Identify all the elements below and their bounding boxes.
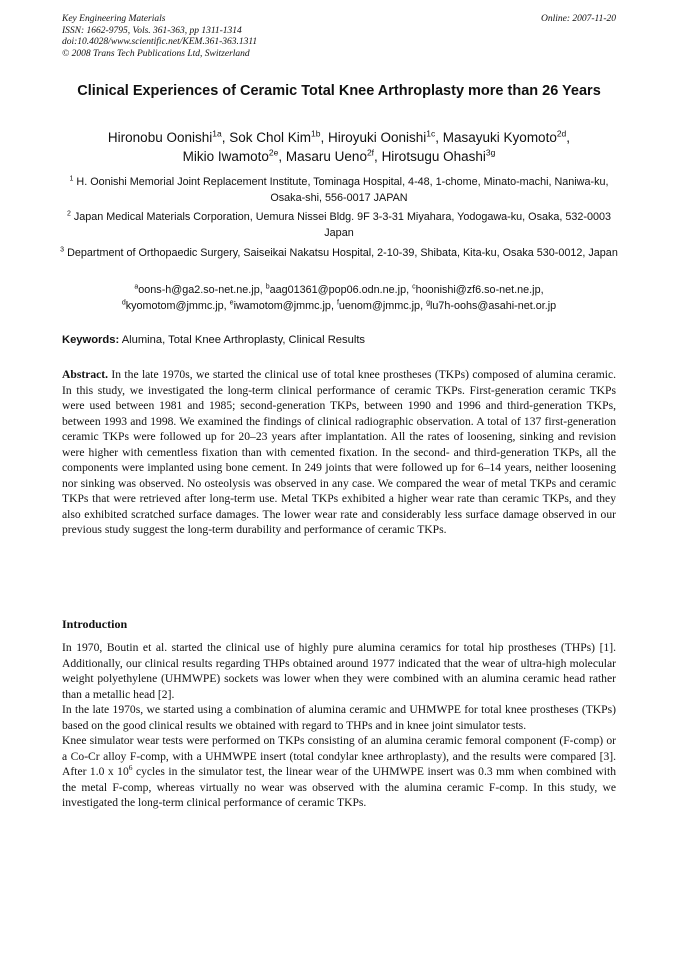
paragraph — [62, 733, 616, 811]
email-mark: f — [336, 298, 339, 306]
author-affil-mark: 1a — [212, 128, 222, 139]
author-affil-mark: 3g — [485, 147, 496, 158]
author-name: Mikio Iwamoto — [182, 149, 269, 164]
author — [328, 130, 443, 145]
issn-line: ISSN: 1662-9795, Vols. 361-363, pp 1311-1314 — [62, 25, 242, 36]
email-separator: , — [420, 299, 427, 312]
email-address[interactable]: lu7h-oohs@asahi-net.or.jp — [429, 299, 557, 312]
affiliation-text: Japan Medical Materials Corporation, Uemura Nissei Bldg. 9F 3-3-31 Miyahara, Yodogawa-ku, Osaka, 532-0003 Japan — [73, 211, 612, 239]
author — [108, 130, 229, 145]
author-name: Hirotsugu Ohashi — [381, 149, 486, 164]
email-item — [266, 284, 412, 296]
section-heading-introduction: Introduction — [62, 617, 128, 631]
email-list — [58, 283, 620, 314]
author-separator: , — [435, 130, 443, 145]
author — [183, 149, 286, 164]
affiliation-text: Department of Orthopaedic Surgery, Saiseikai Nakatsu Hospital, 2-10-39, Shibata, Kita-ku, Osaka 530-0012, Japan — [67, 247, 618, 259]
author-separator: , — [374, 149, 382, 164]
author-name: Hironobu Oonishi — [107, 130, 213, 145]
email-separator: , — [259, 284, 266, 296]
affiliation-text: H. Oonishi Memorial Joint Replacement Institute, Tominaga Hospital, 4-48, 1-chome, Minato-machi, Naniwa-ku, Osaka-shi, 556-0017 JAPAN — [76, 176, 609, 204]
author-affil-mark: 2f — [366, 147, 375, 158]
affiliation — [58, 175, 620, 206]
paper-title: Clinical Experiences of Ceramic Total Knee Arthroplasty more than 26 Years — [77, 83, 601, 99]
paragraph: In 1970, Boutin et al. started the clinical use of highly pure alumina ceramics for total hip prostheses (THPs) [1]. Additionally, our clinical results regarding THPs obtained around 1977 indicated that the wear of ultra-high molecular weight polyethylene (UHMWPE) sockets was lower when they were combined with an alumina ceramic head rather than a metallic head [2]. — [62, 641, 616, 701]
email-separator: , — [406, 284, 413, 296]
introduction-body — [62, 640, 616, 811]
journal-name: Key Engineering Materials — [62, 14, 166, 24]
author-separator: , — [221, 130, 230, 145]
paragraph-text: cycles in the simulator test, the linear wear of the UHMWPE insert was 0.3 mm when combined with the metal F-comp, whereas virtually no wear was observed with the alumina ceramic F-comp. In this study, we investigated the long-term clinical performance of ceramic TKPs. — [62, 765, 616, 810]
email-address[interactable]: oons-h@ga2.so-net.ne.jp — [138, 284, 260, 296]
email-item — [134, 284, 265, 296]
author-name: Masayuki Kyomoto — [442, 130, 557, 145]
author — [286, 149, 382, 164]
email-item — [230, 300, 337, 312]
keywords — [62, 333, 616, 348]
email-item — [337, 300, 426, 312]
affiliation — [58, 246, 620, 262]
paragraph: In the late 1970s, we started using a combination of alumina ceramic and UHMWPE for total knee prostheses (TKPs) based on the good clinical results we obtained with regard to THPs and in knee joint simulator tests. — [62, 703, 616, 732]
email-item — [122, 300, 230, 312]
email-mark: c — [412, 283, 416, 291]
affiliation-number: 2 — [66, 210, 71, 218]
abstract — [62, 367, 616, 538]
affiliation-number: 1 — [69, 175, 74, 183]
email-mark: d — [121, 298, 126, 306]
email-separator: , — [540, 284, 544, 296]
email-mark: a — [134, 283, 139, 291]
email-separator: , — [223, 299, 230, 312]
author-list — [55, 128, 623, 166]
author-affil-mark: 1b — [311, 128, 321, 139]
author-affil-mark: 2d — [556, 128, 567, 139]
email-address[interactable]: aag01361@pop06.odn.ne.jp — [269, 284, 407, 296]
copyright-line: © 2008 Trans Tech Publications Ltd, Switzerland — [62, 48, 250, 59]
email-mark: b — [265, 283, 270, 291]
author — [229, 130, 328, 145]
author-separator: , — [278, 149, 286, 164]
author-name: Masaru Ueno — [285, 149, 367, 164]
affiliation — [58, 210, 620, 241]
paragraph-text: Knee simulator wear tests were performed on TKPs consisting of an alumina ceramic femoral component (F-comp) or a Co-Cr alloy F-comp, with a UHMWPE insert (total condylar knee arthroplasty), and the results were compared [3]. After 1.0 x 10 — [62, 734, 616, 779]
keywords-label: Keywords: — [62, 334, 120, 346]
author-separator: , — [320, 130, 328, 145]
author-name: Sok Chol Kim — [229, 130, 311, 145]
abstract-label: Abstract. — [62, 368, 109, 381]
affiliation-number: 3 — [60, 246, 65, 254]
abstract-text: In the late 1970s, we started the clinical use of total knee prostheses (TKPs) composed of alumina ceramic. In this study, we investigated the long-term clinical performance of ceramic TKPs. First-generation ceramic TKPs were used between 1981 and 1985; second-generation TKPs, between 1990 and 1996 and third-generation TKPs, between 1993 and 1998. We examined the findings of clinical radiographic observation. A total of 137 first-generation ceramic TKPs were followed up for 20–23 years after implantation. All the rates of loosening, sinking and revision were higher with cementless fixation than with cemented fixation. In the second- and third-generation TKPs, all the components were implanted using bone cement. In 249 joints that were followed up for 6–14 years, neither loosening nor sinking was observed. No osteolysis was observed in any case. We compared the wear of metal TKPs and ceramic TKPs that were retrieved after long-term use. Metal TKPs exhibited a higher wear rate than ceramic TKPs, and they also exhibited scratched surface damages. The lower wear rate and considerably less surface damage observed in our previous study suggest the long-term durability and performance of ceramic TKPs. — [62, 368, 616, 537]
author — [382, 149, 496, 164]
journal-header — [62, 14, 616, 60]
online-date: Online: 2007-11-20 — [540, 14, 616, 24]
doi-line: doi:10.4028/www.scientific.net/KEM.361-363.1311 — [62, 37, 258, 47]
author-affil-mark: 2e — [268, 147, 279, 158]
email-address[interactable]: kyomotom@jmmc.jp — [125, 299, 224, 312]
email-separator: , — [330, 299, 337, 312]
email-mark: g — [426, 298, 430, 306]
author — [443, 130, 570, 145]
keywords-text: Alumina, Total Knee Arthroplasty, Clinical Results — [119, 334, 366, 346]
email-mark: e — [229, 298, 234, 306]
email-address[interactable]: hoonishi@zf6.so-net.ne.jp — [415, 284, 541, 296]
email-address[interactable]: iwamotom@jmmc.jp — [233, 299, 331, 312]
email-item — [412, 284, 544, 296]
author-separator: , — [566, 130, 571, 145]
exponent: 6 — [128, 763, 133, 773]
email-address[interactable]: uenom@jmmc.jp — [338, 299, 421, 312]
email-item — [426, 300, 556, 312]
author-name: Hiroyuki Oonishi — [327, 130, 427, 145]
author-affil-mark: 1c — [426, 128, 436, 139]
